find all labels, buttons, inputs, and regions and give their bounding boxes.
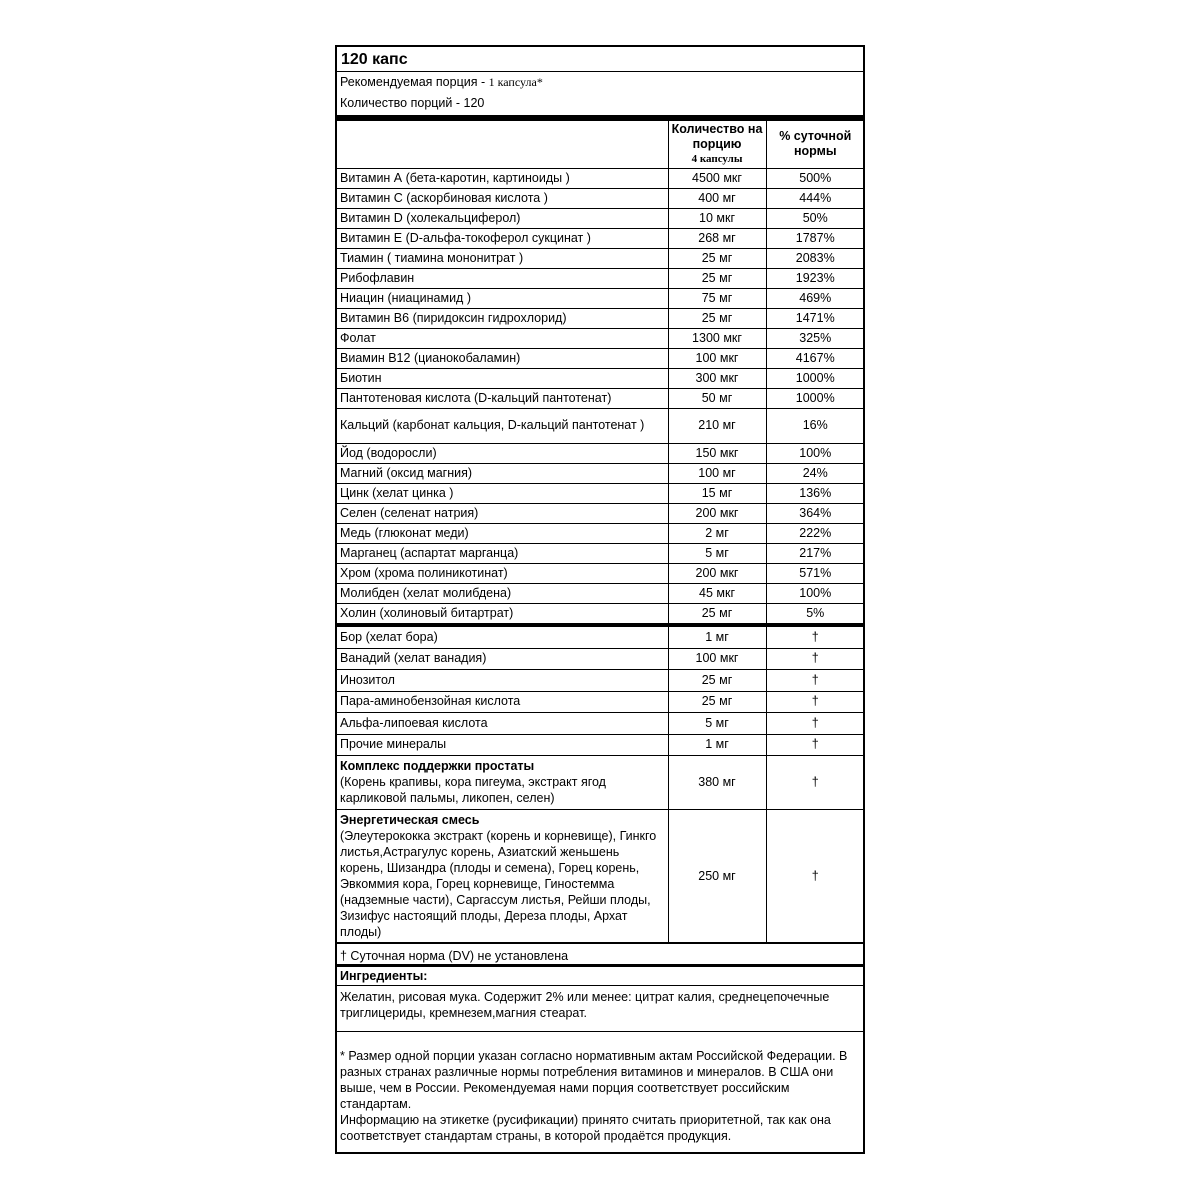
table-row: [337, 328, 864, 348]
table-row: [337, 228, 864, 248]
blend-cell: [337, 810, 668, 943]
nutrient-dv: 364%: [766, 503, 864, 523]
nutrient-name: Биотин: [337, 368, 668, 388]
nutrient-name: Кальций (карбонат кальция, D-кальций пантотенат ): [337, 408, 668, 443]
ingredient-amount: 1 мг: [668, 734, 766, 756]
nutrient-amount: 25 мг: [668, 308, 766, 328]
nutrient-dv: 217%: [766, 543, 864, 563]
table-row: [337, 543, 864, 563]
nutrient-dv: 1923%: [766, 268, 864, 288]
nutrient-name: Цинк (хелат цинка ): [337, 483, 668, 503]
nutrient-name: Медь (глюконат меди): [337, 523, 668, 543]
nutrient-amount: 5 мг: [668, 543, 766, 563]
table-row: [337, 734, 864, 756]
nutrient-amount: 150 мкг: [668, 443, 766, 463]
nutrient-dv: 444%: [766, 188, 864, 208]
nutrient-amount: 4500 мкг: [668, 168, 766, 188]
nutrient-amount: 300 мкг: [668, 368, 766, 388]
nutrient-amount: 2 мг: [668, 523, 766, 543]
ingredient-name: Альфа-липоевая кислота: [337, 713, 668, 735]
table-row: [337, 563, 864, 583]
ingredients-text: Желатин, рисовая мука. Содержит 2% или менее: цитрат калия, среднецепочечные триглицериды, кремнезем,магния стеарат.: [337, 986, 863, 1032]
table-row: [337, 288, 864, 308]
nutrient-name: Витамин С (аскорбиновая кислота ): [337, 188, 668, 208]
nutrient-amount: 100 мг: [668, 463, 766, 483]
servings-count: Количество порций - 120: [340, 96, 485, 110]
table-row: [337, 483, 864, 503]
label-title: 120 капс: [337, 47, 863, 72]
ingredient-amount: 5 мг: [668, 713, 766, 735]
ingredient-amount: 1 мг: [668, 627, 766, 649]
nutrient-amount: 210 мг: [668, 408, 766, 443]
ingredient-dv: †: [766, 691, 864, 713]
nutrient-name: Виамин В12 (цианокобаламин): [337, 348, 668, 368]
serving-size-mark: *: [536, 75, 543, 89]
nutrient-amount: 25 мг: [668, 248, 766, 268]
nutrient-amount: 10 мкг: [668, 208, 766, 228]
table-row: [337, 168, 864, 188]
nutrient-dv: 100%: [766, 443, 864, 463]
nutrient-name: Хром (хрома полиникотинат): [337, 563, 668, 583]
nutrient-name: Магний (оксид магния): [337, 463, 668, 483]
nutrient-dv: 469%: [766, 288, 864, 308]
table-row: [337, 523, 864, 543]
ingredient-dv: †: [766, 734, 864, 756]
nutrient-dv: 50%: [766, 208, 864, 228]
blend-amount: 380 мг: [668, 756, 766, 810]
ingredient-name: Ванадий (хелат ванадия): [337, 648, 668, 670]
table-row: [337, 388, 864, 408]
table-row: [337, 188, 864, 208]
table-row: [337, 308, 864, 328]
blend-title: Энергетическая смесь: [340, 813, 480, 827]
blend-description: (Элеутерококка экстракт (корень и корневище), Гинкго листья,Астрагулус корень, Азиатский женьшень корень, Шизандра (плоды и семена), Горец корень, Эвкоммия кора, Горец корневище, Гиностемма (надземные части), Саргассум листья, Рейши плоды, Зизифус настоящий плоды, Дереза плоды, Архат плоды): [340, 829, 657, 939]
serving-size-value: 1 капсула: [488, 75, 537, 89]
nutrients-table: [337, 121, 864, 624]
header-dv: % суточной нормы: [766, 121, 864, 168]
table-row: [337, 268, 864, 288]
nutrient-dv: 4167%: [766, 348, 864, 368]
table-row: [337, 208, 864, 228]
footnote: [337, 1032, 863, 1144]
nutrient-name: Витамин В6 (пиридоксин гидрохлорид): [337, 308, 668, 328]
table-row: [337, 713, 864, 735]
ingredient-dv: †: [766, 627, 864, 649]
ingredient-name: Инозитол: [337, 670, 668, 692]
header-amount-label: Количество на порцию: [671, 121, 763, 151]
blend-amount: 250 мг: [668, 810, 766, 943]
table-row: [337, 348, 864, 368]
nutrient-dv: 136%: [766, 483, 864, 503]
table-row: [337, 408, 864, 443]
nutrient-dv: 500%: [766, 168, 864, 188]
table-row: [337, 443, 864, 463]
blend-row: [337, 756, 864, 810]
nutrient-amount: 400 мг: [668, 188, 766, 208]
nutrient-name: Холин (холиновый битартрат): [337, 603, 668, 623]
footnote-paragraph-2: Информацию на этикетке (русификации) принято считать приоритетной, так как она соответствует стандартам страны, в которой продаётся продукция.: [340, 1113, 831, 1143]
ingredient-amount: 100 мкг: [668, 648, 766, 670]
table-row: [337, 503, 864, 523]
table-row: [337, 603, 864, 623]
nutrient-amount: 1300 мкг: [668, 328, 766, 348]
header-blank: [337, 121, 668, 168]
nutrient-name: Йод (водоросли): [337, 443, 668, 463]
nutrient-amount: 45 мкг: [668, 583, 766, 603]
nutrient-dv: 1000%: [766, 368, 864, 388]
nutrient-dv: 1787%: [766, 228, 864, 248]
blend-dv: †: [766, 810, 864, 943]
nutrient-amount: 100 мкг: [668, 348, 766, 368]
nutrient-name: Фолат: [337, 328, 668, 348]
blend-title: Комплекс поддержки простаты: [340, 759, 535, 773]
other-ingredients-table: [337, 627, 864, 944]
nutrient-name: Рибофлавин: [337, 268, 668, 288]
nutrient-name: Марганец (аспартат марганца): [337, 543, 668, 563]
nutrient-dv: 5%: [766, 603, 864, 623]
table-row: [337, 670, 864, 692]
ingredient-dv: †: [766, 670, 864, 692]
nutrient-name: Витамин Е (D-альфа-токоферол сукцинат ): [337, 228, 668, 248]
table-row: [337, 691, 864, 713]
nutrient-dv: 1000%: [766, 388, 864, 408]
ingredients-title: Ингредиенты:: [337, 967, 863, 986]
table-row: [337, 648, 864, 670]
nutrient-name: Молибден (хелат молибдена): [337, 583, 668, 603]
ingredient-amount: 25 мг: [668, 670, 766, 692]
nutrient-amount: 25 мг: [668, 268, 766, 288]
nutrient-name: Пантотеновая кислота (D-кальций пантотенат): [337, 388, 668, 408]
nutrient-amount: 75 мг: [668, 288, 766, 308]
ingredient-amount: 25 мг: [668, 691, 766, 713]
nutrient-name: Ниацин (ниацинамид ): [337, 288, 668, 308]
nutrient-dv: 2083%: [766, 248, 864, 268]
ingredient-dv: †: [766, 648, 864, 670]
blend-row: [337, 810, 864, 943]
ingredient-dv: †: [766, 713, 864, 735]
nutrient-name: Селен (селенат натрия): [337, 503, 668, 523]
nutrient-dv: 325%: [766, 328, 864, 348]
nutrient-name: Витамин D (холекальциферол): [337, 208, 668, 228]
serving-size-label: Рекомендуемая порция -: [340, 75, 486, 89]
nutrient-dv: 222%: [766, 523, 864, 543]
ingredient-name: Пара-аминобензойная кислота: [337, 691, 668, 713]
nutrient-dv: 16%: [766, 408, 864, 443]
serving-info: [337, 72, 863, 121]
nutrient-amount: 200 мкг: [668, 503, 766, 523]
nutrient-amount: 50 мг: [668, 388, 766, 408]
nutrient-name: Витамин А (бета-каротин, картиноиды ): [337, 168, 668, 188]
nutrient-amount: 25 мг: [668, 603, 766, 623]
table-row: [337, 463, 864, 483]
nutrient-amount: 268 мг: [668, 228, 766, 248]
blend-description: (Корень крапивы, кора пигеума, экстракт ягод карликовой пальмы, ликопен, селен): [340, 775, 606, 805]
table-header-row: [337, 121, 864, 168]
blend-dv: †: [766, 756, 864, 810]
nutrient-name: Тиамин ( тиамина мононитрат ): [337, 248, 668, 268]
serving-size-line: [340, 72, 863, 93]
header-amount: [668, 121, 766, 168]
table-row: [337, 627, 864, 649]
supplement-facts-label: [335, 45, 865, 1154]
nutrient-amount: 200 мкг: [668, 563, 766, 583]
ingredient-name: Прочие минералы: [337, 734, 668, 756]
footnote-paragraph-1: * Размер одной порции указан согласно нормативным актам Российской Федерации. В разных странах различные нормы потребления витаминов и минералов. В США они выше, чем в России. Рекомендуемая нами порция соответствует российским стандартам.: [340, 1049, 848, 1111]
dv-note: † Суточная норма (DV) не установлена: [337, 943, 863, 967]
nutrient-amount: 15 мг: [668, 483, 766, 503]
nutrient-dv: 571%: [766, 563, 864, 583]
blend-cell: [337, 756, 668, 810]
nutrient-dv: 24%: [766, 463, 864, 483]
ingredient-name: Бор (хелат бора): [337, 627, 668, 649]
nutrient-dv: 100%: [766, 583, 864, 603]
table-row: [337, 583, 864, 603]
header-amount-sub: 4 капсулы: [691, 152, 743, 165]
table-row: [337, 368, 864, 388]
nutrient-dv: 1471%: [766, 308, 864, 328]
table-row: [337, 248, 864, 268]
